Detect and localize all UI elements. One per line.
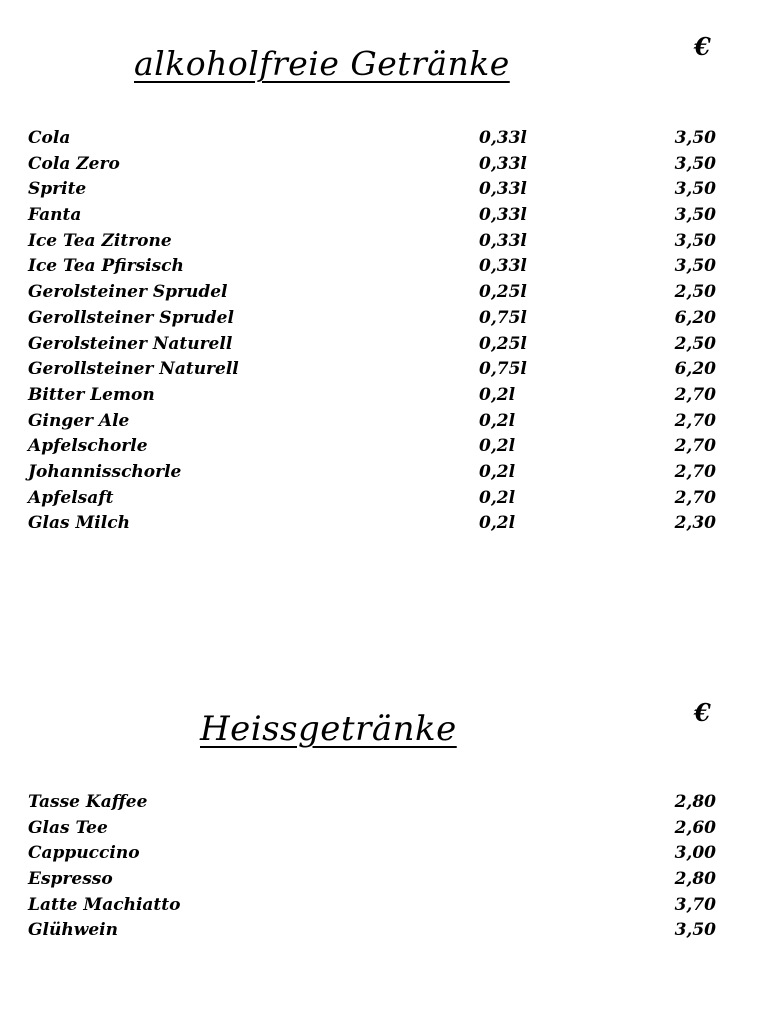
menu-item-price: 2,30 xyxy=(674,513,716,534)
menu-item-price: 3,50 xyxy=(674,205,716,226)
menu-item-row xyxy=(28,816,718,842)
menu-item-size: 0,2l xyxy=(479,384,516,405)
menu-item-row xyxy=(28,383,718,409)
menu-item-row xyxy=(28,790,718,816)
menu-item-price: 3,50 xyxy=(674,256,716,277)
menu-item-price: 3,50 xyxy=(674,153,716,174)
menu-item-price: 2,80 xyxy=(674,869,716,890)
menu-item-row xyxy=(28,918,718,944)
menu-item-row xyxy=(28,229,718,255)
menu-item-row xyxy=(28,280,718,306)
menu-item-name: Gerollsteiner Sprudel xyxy=(28,307,234,328)
menu-item-size: 0,25l xyxy=(479,333,527,354)
hot-drinks-section-title: Heissgetränke xyxy=(200,708,457,749)
menu-item-price: 2,50 xyxy=(674,333,716,354)
menu-item-name: Cappuccino xyxy=(28,843,140,864)
menu-item-row xyxy=(28,126,718,152)
menu-item-row xyxy=(28,357,718,383)
menu-item-size: 0,2l xyxy=(479,461,516,482)
menu-item-size: 0,33l xyxy=(479,153,527,174)
menu-item-row xyxy=(28,434,718,460)
menu-item-price: 2,50 xyxy=(674,282,716,303)
menu-item-size: 0,2l xyxy=(479,487,516,508)
menu-item-price: 2,70 xyxy=(674,410,716,431)
menu-item-name: Sprite xyxy=(28,179,87,200)
menu-item-name: Espresso xyxy=(28,869,113,890)
menu-item-price: 3,00 xyxy=(674,843,716,864)
hot-drinks-list xyxy=(28,790,718,944)
menu-item-row xyxy=(28,867,718,893)
menu-item-row xyxy=(28,332,718,358)
menu-item-name: Apfelsaft xyxy=(28,487,114,508)
menu-item-price: 2,60 xyxy=(674,817,716,838)
menu-item-row xyxy=(28,306,718,332)
menu-item-name: Apfelschorle xyxy=(28,436,148,457)
menu-item-price: 2,70 xyxy=(674,384,716,405)
menu-item-name: Glühwein xyxy=(28,920,118,941)
menu-item-name: Johannisschorle xyxy=(28,461,182,482)
menu-item-name: Fanta xyxy=(28,205,82,226)
menu-item-price: 3,50 xyxy=(674,179,716,200)
menu-item-name: Bitter Lemon xyxy=(28,384,155,405)
menu-item-name: Gerolsteiner Sprudel xyxy=(28,282,228,303)
menu-item-size: 0,2l xyxy=(479,410,516,431)
menu-item-row xyxy=(28,409,718,435)
menu-item-name: Glas Tee xyxy=(28,817,108,838)
menu-item-row xyxy=(28,254,718,280)
menu-item-name: Cola xyxy=(28,128,71,148)
menu-item-size: 0,25l xyxy=(479,282,527,303)
menu-item-size: 0,2l xyxy=(479,436,516,457)
menu-item-name: Glas Milch xyxy=(28,513,130,534)
menu-item-price: 2,70 xyxy=(674,461,716,482)
menu-item-row xyxy=(28,841,718,867)
menu-item-size: 0,33l xyxy=(479,256,527,277)
menu-item-price: 2,80 xyxy=(674,792,716,812)
menu-item-price: 6,20 xyxy=(674,307,716,328)
menu-item-price: 3,50 xyxy=(674,128,716,148)
menu-item-price: 3,50 xyxy=(674,230,716,251)
menu-item-row xyxy=(28,152,718,178)
menu-item-row xyxy=(28,177,718,203)
menu-item-name: Latte Machiatto xyxy=(28,894,181,915)
menu-item-size: 0,33l xyxy=(479,230,527,251)
menu-item-name: Ice Tea Pfirsisch xyxy=(28,256,184,277)
menu-item-size: 0,33l xyxy=(479,205,527,226)
menu-item-name: Tasse Kaffee xyxy=(28,792,148,812)
menu-item-row xyxy=(28,460,718,486)
menu-item-size: 0,2l xyxy=(479,513,516,534)
menu-item-size: 0,33l xyxy=(479,179,527,200)
cold-drinks-currency-header: € xyxy=(694,32,711,61)
menu-item-row xyxy=(28,486,718,512)
cold-drinks-list xyxy=(28,126,718,537)
menu-item-name: Ginger Ale xyxy=(28,410,130,431)
menu-item-size: 0,33l xyxy=(479,128,527,148)
menu-item-name: Cola Zero xyxy=(28,153,120,174)
menu-item-name: Gerolsteiner Naturell xyxy=(28,333,233,354)
menu-item-price: 3,70 xyxy=(674,894,716,915)
hot-drinks-currency-header: € xyxy=(694,698,711,727)
menu-item-name: Gerollsteiner Naturell xyxy=(28,359,239,380)
menu-item-price: 2,70 xyxy=(674,436,716,457)
menu-item-size: 0,75l xyxy=(479,307,527,328)
menu-item-price: 2,70 xyxy=(674,487,716,508)
cold-drinks-section-title: alkoholfreie Getränke xyxy=(134,44,510,84)
menu-item-name: Ice Tea Zitrone xyxy=(28,230,172,251)
menu-item-size: 0,75l xyxy=(479,359,527,380)
menu-item-row xyxy=(28,203,718,229)
menu-item-row xyxy=(28,511,718,537)
menu-item-price: 6,20 xyxy=(674,359,716,380)
menu-item-row xyxy=(28,893,718,919)
menu-item-price: 3,50 xyxy=(674,920,716,941)
